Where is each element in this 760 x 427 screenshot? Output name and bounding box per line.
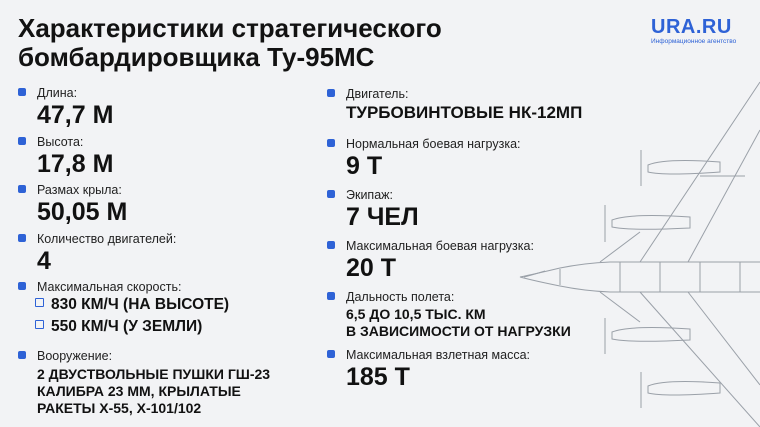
bullet-icon [18,88,26,96]
spec-value: 17,8 М [37,150,114,178]
bullet-icon [327,292,335,300]
page-title: Характеристики стратегического бомбардировщика Ту-95МС [18,13,442,72]
spec-value: 50,05 М [37,198,128,226]
spec-value: ТУРБОВИНТОВЫЕ НК-12МП [346,103,583,122]
spec-label: Размах крыла: [37,183,122,197]
logo-subtitle: Информационное агентство [651,38,737,45]
armament-line-2: КАЛИБРА 23 ММ, КРЫЛАТЫЕ [37,383,241,399]
bullet-icon [18,234,26,242]
bullet-icon [18,282,26,290]
bullet-icon [327,89,335,97]
spec-value: 4 [37,247,51,275]
range-line-2: В ЗАВИСИМОСТИ ОТ НАГРУЗКИ [346,323,571,339]
spec-label: Двигатель: [346,87,409,101]
bullet-icon [18,351,26,359]
armament-line-3: РАКЕТЫ Х-55, Х-101/102 [37,400,202,416]
spec-label: Вооружение: [37,349,113,363]
checkbox-outline-icon [35,320,44,329]
armament-line-1: 2 ДВУСТВОЛЬНЫЕ ПУШКИ ГШ-23 [37,366,271,382]
bullet-icon [327,190,335,198]
spec-label: Количество двигателей: [37,232,177,246]
bullet-icon [327,139,335,147]
spec-value: 7 ЧЕЛ [346,203,419,231]
logo-text: URA.RU [651,16,732,38]
bullet-icon [18,185,26,193]
spec-label: Высота: [37,135,84,149]
spec-label: Дальность полета: [346,290,455,304]
spec-value: 185 Т [346,363,410,391]
spec-value: 9 Т [346,152,383,180]
bullet-icon [18,137,26,145]
bullet-icon [327,241,335,249]
spec-label: Нормальная боевая нагрузка: [346,137,521,151]
brand-logo[interactable] [651,17,751,45]
spec-label: Максимальная боевая нагрузка: [346,239,534,253]
range-line-1: 6,5 ДО 10,5 ТЫС. КМ [346,306,486,322]
spec-label: Максимальная скорость: [37,280,182,294]
spec-value: 47,7 М [37,101,114,129]
bullet-icon [327,350,335,358]
spec-label: Максимальная взлетная масса: [346,348,531,362]
spec-label: Экипаж: [346,188,393,202]
spec-label: Длина: [37,86,78,100]
speed-ground: 550 КМ/Ч (У ЗЕМЛИ) [35,318,202,336]
speed-altitude: 830 КМ/Ч (НА ВЫСОТЕ) [35,296,229,314]
checkbox-outline-icon [35,298,44,307]
spec-value: 20 Т [346,254,397,282]
